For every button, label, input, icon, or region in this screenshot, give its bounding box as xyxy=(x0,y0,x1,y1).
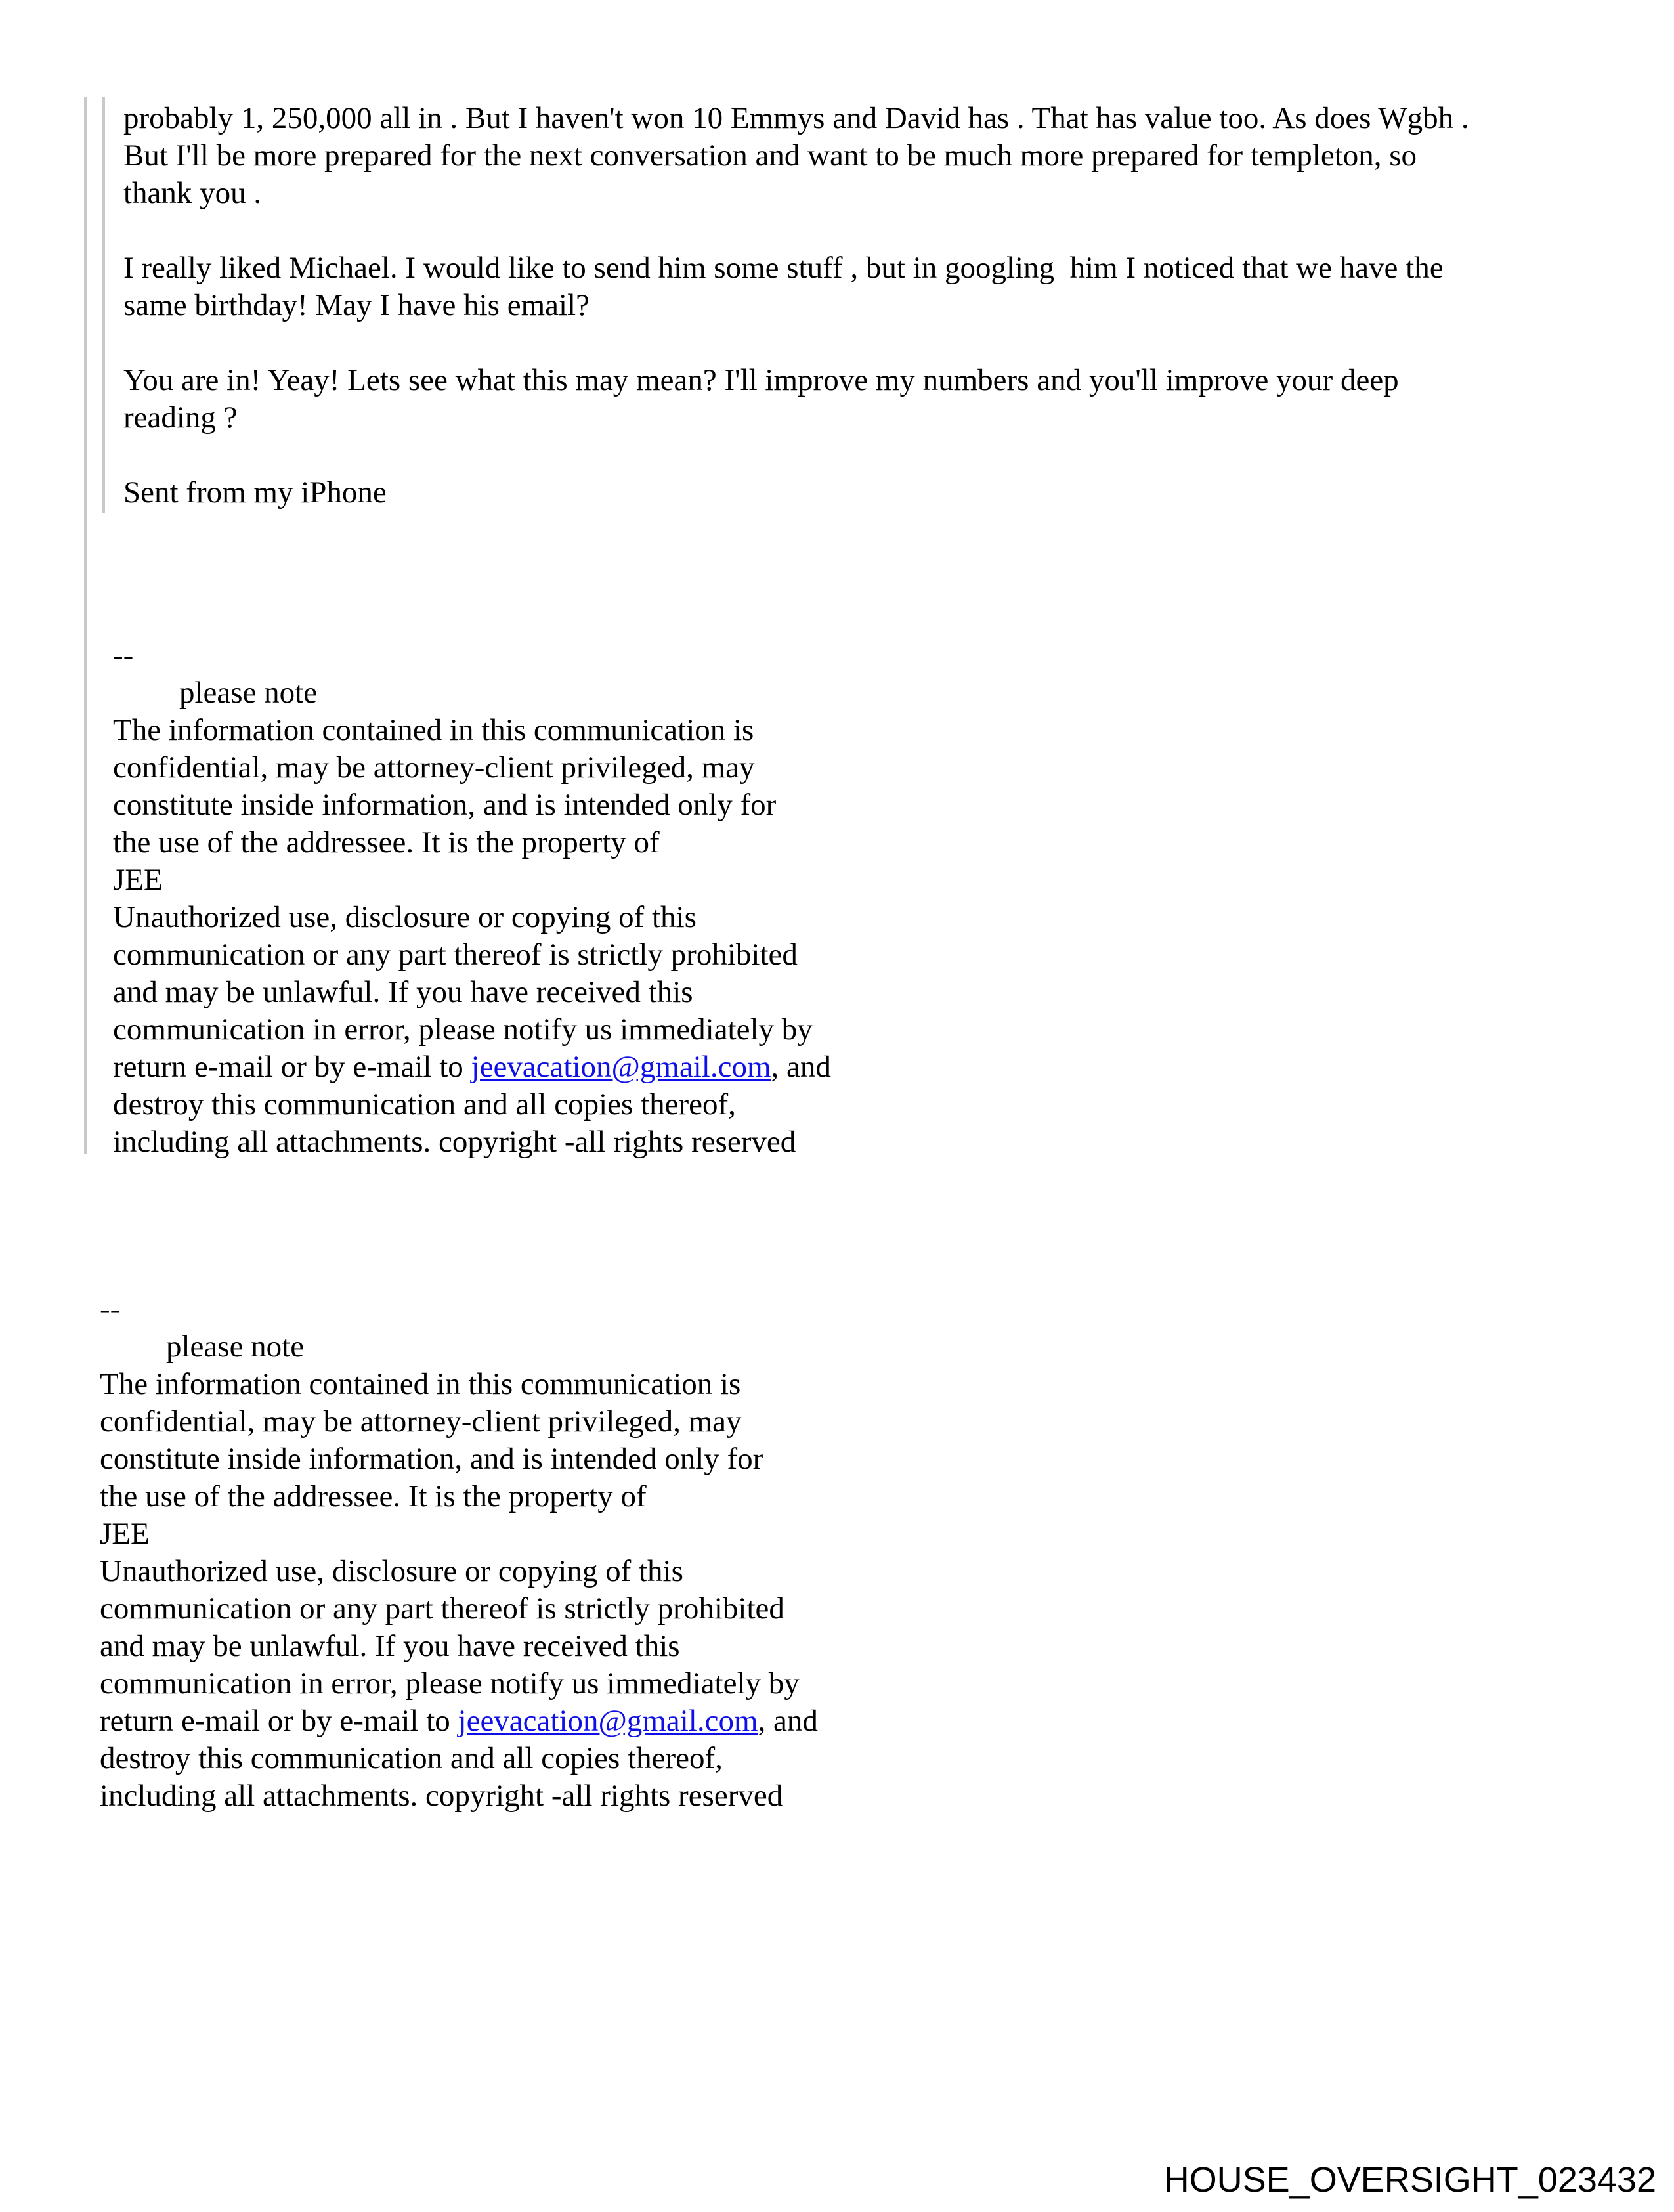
disclaimer-line: including all attachments. copyright -all rights reserved xyxy=(100,1779,783,1813)
disclaimer-line: communication or any part thereof is strictly prohibited xyxy=(113,938,798,972)
disclaimer-line: The information contained in this communication is xyxy=(100,1367,741,1401)
disclaimer-line: Unauthorized use, disclosure or copying of this xyxy=(113,900,697,934)
disclaimer-line: communication or any part thereof is strictly prohibited xyxy=(100,1592,784,1626)
disclaimer-line: JEE xyxy=(113,863,163,897)
quoted-paragraph-line: You are in! Yeay! Lets see what this may mean? I'll improve my numbers and you'll improve your deep xyxy=(123,363,1399,397)
disclaimer-line: communication in error, please notify us immediately by xyxy=(100,1666,800,1701)
disclaimer-line: communication in error, please notify us immediately by xyxy=(113,1012,813,1047)
please-note-label: please note xyxy=(179,676,318,710)
disclaimer-link-line xyxy=(100,1702,818,1740)
disclaimer-block-2 xyxy=(100,1291,818,1815)
separator-dashes: -- xyxy=(113,638,134,672)
quote-level1-bar xyxy=(84,97,87,1154)
disclaimer-line: confidential, may be attorney-client privileged, may xyxy=(113,750,755,785)
disclaimer-line: and may be unlawful. If you have received this xyxy=(113,975,693,1009)
quote-level2-bar xyxy=(102,97,105,513)
link-line-prefix: return e-mail or by e-mail to xyxy=(113,1050,471,1084)
quoted-email-body xyxy=(123,100,1469,511)
disclaimer-line: the use of the addressee. It is the property of xyxy=(100,1479,647,1513)
link-line-suffix: , and xyxy=(771,1050,831,1084)
quoted-paragraph-line: probably 1, 250,000 all in . But I haven't won 10 Emmys and David has . That has value too. As does Wgbh . xyxy=(123,101,1469,135)
quoted-paragraph-line: I really liked Michael. I would like to send him some stuff , but in googling him I noticed that we have the xyxy=(123,251,1444,285)
disclaimer-line: the use of the addressee. It is the property of xyxy=(113,825,660,859)
please-note-label: please note xyxy=(166,1330,305,1364)
separator-dashes: -- xyxy=(100,1292,121,1326)
quoted-paragraph-line: But I'll be more prepared for the next conversation and want to be much more prepared for templeton, so xyxy=(123,139,1417,173)
disclaimer-block-1 xyxy=(113,637,831,1161)
blank-line xyxy=(123,212,1469,249)
email-link[interactable]: jeevacation@gmail.com xyxy=(471,1050,771,1084)
signature-line: Sent from my iPhone xyxy=(123,475,387,510)
disclaimer-line: including all attachments. copyright -all rights reserved xyxy=(113,1125,796,1159)
footer-bates-number: HOUSE_OVERSIGHT_023432 xyxy=(1163,2160,1656,2200)
disclaimer-line: Unauthorized use, disclosure or copying of this xyxy=(100,1554,683,1588)
quoted-paragraph-line: same birthday! May I have his email? xyxy=(123,288,590,322)
email-link[interactable]: jeevacation@gmail.com xyxy=(458,1704,758,1738)
disclaimer-line: JEE xyxy=(100,1517,150,1551)
disclaimer-line: and may be unlawful. If you have received this xyxy=(100,1629,680,1663)
disclaimer-line: The information contained in this communication is xyxy=(113,713,754,747)
disclaimer-line: destroy this communication and all copies thereof, xyxy=(100,1741,723,1775)
link-line-suffix: , and xyxy=(758,1704,818,1738)
disclaimer-line: constitute inside information, and is intended only for xyxy=(100,1442,763,1476)
disclaimer-line: constitute inside information, and is intended only for xyxy=(113,788,777,822)
blank-line xyxy=(123,437,1469,474)
disclaimer-line: confidential, may be attorney-client privileged, may xyxy=(100,1404,742,1439)
disclaimer-link-line xyxy=(113,1049,831,1086)
link-line-prefix: return e-mail or by e-mail to xyxy=(100,1704,458,1738)
blank-line xyxy=(123,324,1469,362)
quoted-paragraph-line: reading ? xyxy=(123,401,238,435)
quoted-paragraph-line: thank you . xyxy=(123,176,262,210)
disclaimer-line: destroy this communication and all copies thereof, xyxy=(113,1087,736,1121)
